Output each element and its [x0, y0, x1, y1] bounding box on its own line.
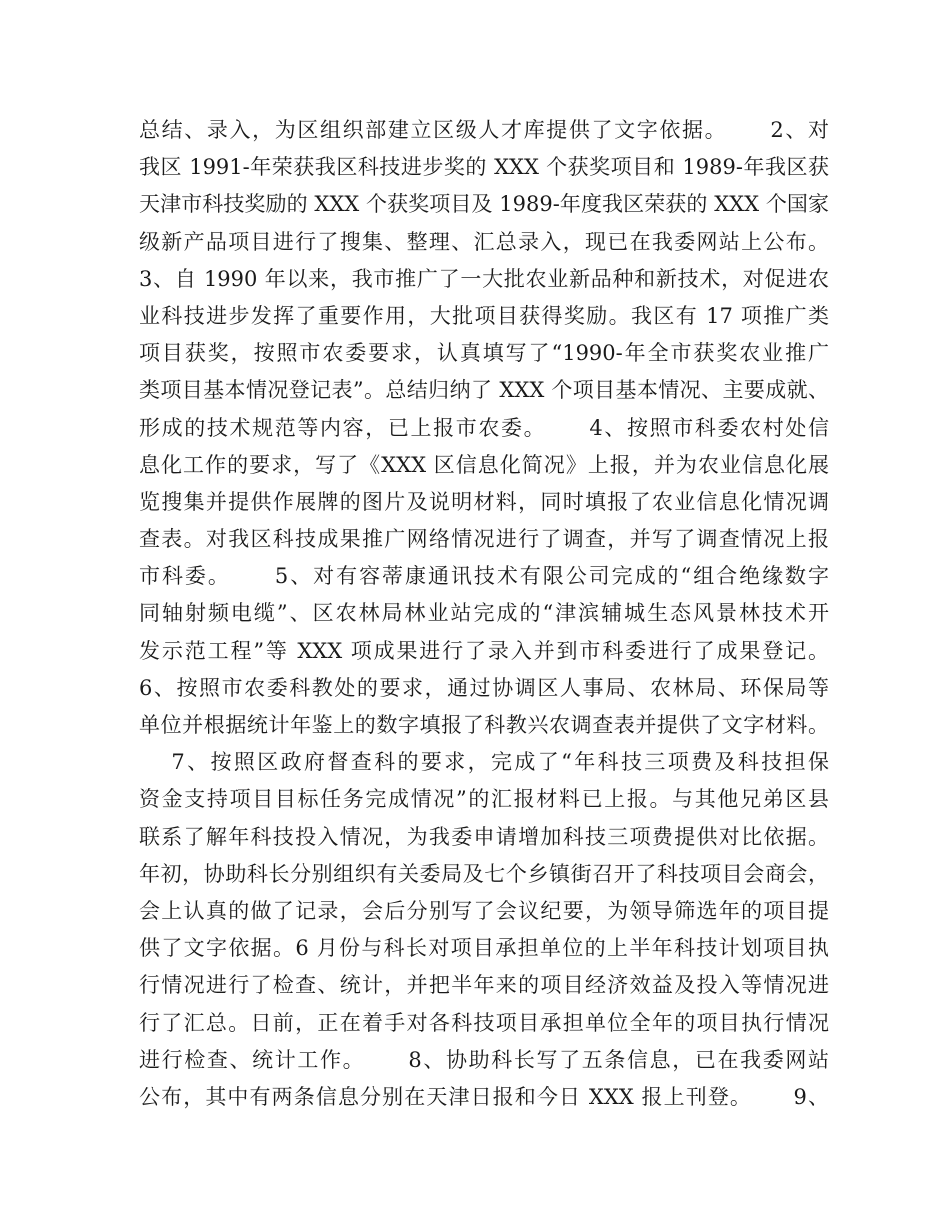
- text-line: 总结、录入，为区组织部建立区级人才库提供了文字依据。 2、对: [139, 118, 829, 142]
- text-line: 7、按照区政府督查科的要求，完成了“年科技三项费及科技担保: [139, 750, 829, 775]
- text-line: 息化工作的要求，写了《XXX 区信息化简况》上报，并为农业信息化展: [139, 452, 829, 477]
- text-line: 业科技进步发挥了重要作用，大批项目获得奖励。我区有 17 项推广类: [139, 303, 829, 328]
- text-line: 形成的技术规范等内容，已上报市农委。 4、按照市科委农村处信: [139, 415, 829, 440]
- body-text: [139, 112, 829, 1116]
- text-line: 会上认真的做了记录，会后分别写了会议纪要，为领导筛选年的项目提: [139, 898, 829, 923]
- text-line: 年初，协助科长分别组织有关委局及七个乡镇街召开了科技项目会商会，: [139, 861, 829, 886]
- text-line: 查表。对我区科技成果推广网络情况进行了调查，并写了调查情况上报: [139, 527, 829, 552]
- text-line: 3、自 1990 年以来，我市推广了一大批农业新品种和新技术，对促进农: [139, 266, 829, 291]
- text-line: 我区 1991-年荣获我区科技进步奖的 XXX 个获奖项目和 1989-年我区获: [139, 155, 829, 180]
- text-line: 览搜集并提供作展牌的图片及说明材料，同时填报了农业信息化情况调: [139, 489, 829, 514]
- text-line: 天津市科技奖励的 XXX 个获奖项目及 1989-年度我区荣获的 XXX 个国家: [139, 192, 829, 217]
- text-line: 行了汇总。日前，正在着手对各科技项目承担单位全年的项目执行情况: [139, 1010, 829, 1035]
- text-line: 行情况进行了检查、统计，并把半年来的项目经济效益及投入等情况进: [139, 973, 829, 998]
- text-line: 市科委。 5、对有容蒂康通讯技术有限公司完成的“组合绝缘数字: [139, 564, 829, 589]
- text-line: 同轴射频电缆”、区农林局林业站完成的“津滨辅城生态风景林技术开: [139, 601, 829, 626]
- text-line: 发示范工程”等 XXX 项成果进行了录入并到市科委进行了成果登记。: [139, 638, 829, 663]
- text-line: 进行检查、统计工作。 8、协助科长写了五条信息，已在我委网站: [139, 1047, 829, 1072]
- text-line: 级新产品项目进行了搜集、整理、汇总录入，现已在我委网站上公布。: [139, 229, 829, 254]
- text-line: 供了文字依据。6 月份与科长对项目承担单位的上半年科技计划项目执: [139, 936, 829, 961]
- text-line: 联系了解年科技投入情况，为我委申请增加科技三项费提供对比依据。: [139, 824, 829, 849]
- text-line: 单位并根据统计年鉴上的数字填报了科教兴农调查表并提供了文字材料。: [139, 713, 829, 737]
- text-line: 项目获奖，按照市农委要求，认真填写了“1990-年全市获奖农业推广: [139, 341, 829, 366]
- text-line: 6、按照市农委科教处的要求，通过协调区人事局、农林局、环保局等: [139, 675, 829, 700]
- text-line: 公布，其中有两条信息分别在天津日报和今日 XXX 报上刊登。 9、: [139, 1084, 829, 1109]
- text-line: 资金支持项目目标任务完成情况”的汇报材料已上报。与其他兄弟区县: [139, 787, 829, 812]
- text-line: 类项目基本情况登记表”。总结归纳了 XXX 个项目基本情况、主要成就、: [139, 378, 829, 403]
